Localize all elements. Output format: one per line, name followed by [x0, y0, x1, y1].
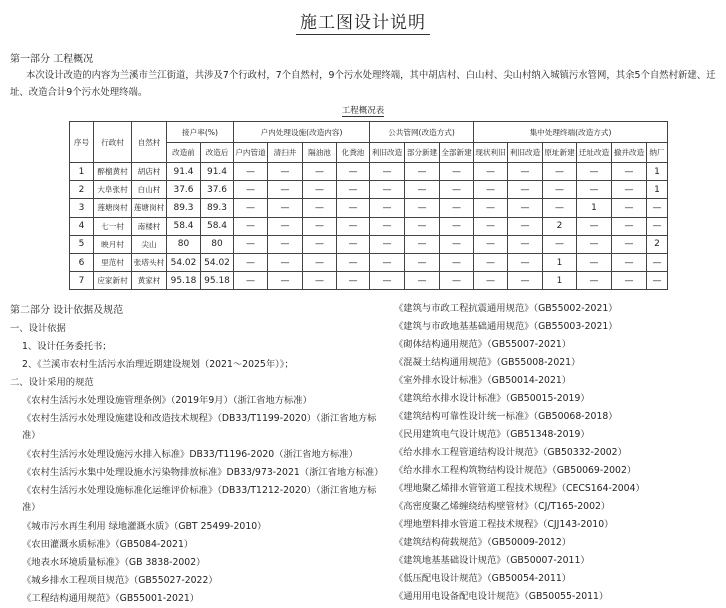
subheader-cell: 清扫井 [268, 143, 303, 163]
table-cell: — [577, 181, 612, 199]
table-cell: — [543, 199, 577, 217]
standard-item: 《高密度聚乙烯缠绕结构壁管材》（CJ/T165-2002） [394, 501, 611, 512]
table-cell: — [337, 199, 370, 217]
table-cell: — [577, 253, 612, 271]
table-cell: — [612, 235, 647, 253]
table-cell: 1 [543, 253, 577, 271]
standard-item: 《埋地塑料排水管道工程技术规程》（CJJ143-2010） [394, 519, 614, 530]
table-cell: — [234, 199, 268, 217]
table-cell: 58.4 [201, 217, 234, 235]
table-cell: 37.6 [167, 181, 201, 199]
table-cell: — [474, 199, 508, 217]
subheader-cell: 隔油池 [303, 143, 337, 163]
standard-item: 《砌体结构通用规范》（GB55007-2021） [394, 339, 572, 350]
table-cell: — [268, 163, 303, 181]
table-cell: — [543, 181, 577, 199]
subheader-cell: 利旧改造 [370, 143, 405, 163]
row-number-cell: 3 [70, 199, 94, 217]
subheader-cell: 户内管道 [234, 143, 268, 163]
subheader-cell: 撤并改造 [612, 143, 647, 163]
table-cell: — [337, 163, 370, 181]
table-row [70, 199, 668, 217]
list-item: 《工程结构通用规范》（GB55001-2021） [22, 593, 200, 604]
table-cell: — [577, 235, 612, 253]
subheader-cell: 利旧改造 [508, 143, 543, 163]
table-cell: — [234, 253, 268, 271]
standard-item: 《建筑给水排水设计标准》（GB50015-2019） [394, 393, 590, 404]
section-heading: 一、设计依据 [10, 323, 66, 334]
table-cell: — [474, 272, 508, 290]
list-item: 1、设计任务委托书； [22, 341, 112, 352]
table-cell: — [508, 235, 543, 253]
table-cell: — [612, 272, 647, 290]
table-cell: — [440, 163, 474, 181]
table-cell: 89.3 [201, 199, 234, 217]
list-item: 《农田灌溉水质标准》（GB5084-2021） [22, 539, 194, 550]
table-cell: — [474, 253, 508, 271]
table-cell: — [268, 235, 303, 253]
header-central-terminal: 集中处理终端(改造方式) [474, 122, 668, 143]
subheader-cell: 现状利旧 [474, 143, 508, 163]
table-cell: — [508, 163, 543, 181]
table-cell: — [405, 253, 440, 271]
standard-item: 《建筑与市政地基基础通用规范》（GB55003-2021） [394, 321, 618, 332]
table-cell: — [647, 272, 668, 290]
table-row [70, 163, 668, 181]
subheader-cell: 原址新建 [543, 143, 577, 163]
table-cell: — [405, 235, 440, 253]
table-cell: — [474, 217, 508, 235]
subheader-cell: 迁址改造 [577, 143, 612, 163]
table-cell: — [337, 181, 370, 199]
table-cell: — [612, 181, 647, 199]
natural-village-cell: 白山村 [132, 181, 167, 199]
admin-village-cell: 映月村 [94, 235, 132, 253]
table-cell: — [303, 181, 337, 199]
table-cell: 54.02 [167, 253, 201, 271]
table-cell: — [647, 199, 668, 217]
row-number-cell: 5 [70, 235, 94, 253]
table-cell: — [370, 163, 405, 181]
table-row [70, 181, 668, 199]
table-cell: — [405, 199, 440, 217]
subheader-cell: 全部新建 [440, 143, 474, 163]
table-cell: — [474, 235, 508, 253]
table-cell: — [647, 217, 668, 235]
table-cell: — [268, 253, 303, 271]
table-cell: — [370, 272, 405, 290]
table-cell: 1 [647, 181, 668, 199]
table-cell: — [234, 163, 268, 181]
table-body [70, 163, 668, 290]
table-cell: — [577, 217, 612, 235]
table-cell: — [370, 217, 405, 235]
header-indoor-facility: 户内处理设施(改造内容) [234, 122, 370, 143]
table-cell: — [370, 253, 405, 271]
table-cell: — [337, 253, 370, 271]
table-cell: 2 [543, 217, 577, 235]
list-item: 《地表水环境质量标准》（GB 3838-2002） [22, 557, 206, 568]
header-household-rate: 接户率(%) [167, 122, 234, 143]
table-cell: — [440, 253, 474, 271]
table-cell: 80 [167, 235, 201, 253]
natural-village-cell: 南楼村 [132, 217, 167, 235]
header-public-sewer: 公共管网(改造方式) [370, 122, 474, 143]
row-number-cell: 2 [70, 181, 94, 199]
standard-item: 《建筑地基基础设计规范》（GB50007-2011） [394, 555, 590, 566]
table-cell: — [405, 272, 440, 290]
row-number-cell: 6 [70, 253, 94, 271]
admin-village-cell: 大阜张村 [94, 181, 132, 199]
table-cell: — [612, 163, 647, 181]
row-number-cell: 4 [70, 217, 94, 235]
section-heading: 二、设计采用的规范 [10, 377, 94, 388]
table-cell: — [577, 272, 612, 290]
table-row [70, 217, 668, 235]
table-cell: — [440, 235, 474, 253]
standard-item: 《低压配电设计规范》（GB50054-2011） [394, 573, 572, 584]
table-cell: — [612, 217, 647, 235]
standard-item: 《给水排水工程管道结构设计规范》（GB50332-2002） [394, 447, 627, 458]
list-item: 《农村生活污水处理设施建设和改造技术规程》（DB33/T1199-2020）（浙江省地方标准） [22, 413, 377, 441]
standards-list [394, 300, 724, 606]
subheader-cell: 改造后 [201, 143, 234, 163]
standard-item: 《通用用电设备配电设计规范》（GB50055-2011） [394, 591, 609, 602]
table-cell: 37.6 [201, 181, 234, 199]
table-cell: 2 [647, 235, 668, 253]
table-cell: — [303, 199, 337, 217]
table-cell: — [405, 181, 440, 199]
subheader-cell: 纳厂 [647, 143, 668, 163]
table-cell: — [268, 199, 303, 217]
part2-heading: 第二部分 设计依据及规范 [10, 305, 124, 316]
table-cell: — [337, 235, 370, 253]
natural-village-cell: 莲塘岗村 [132, 199, 167, 217]
header-natural-village: 自然村 [132, 122, 167, 163]
standard-item: 《建筑结构可靠性设计统一标准》（GB50068-2018） [394, 411, 618, 422]
table-cell: — [612, 199, 647, 217]
table-cell: — [474, 181, 508, 199]
standard-item: 《给水排水工程构筑物结构设计规范》（GB50069-2002） [394, 465, 637, 476]
table-cell: 91.4 [167, 163, 201, 181]
table-cell: 1 [577, 199, 612, 217]
table-cell: — [337, 217, 370, 235]
admin-village-cell: 应家新村 [94, 272, 132, 290]
header-admin-village: 行政村 [94, 122, 132, 163]
table-cell: — [234, 235, 268, 253]
list-item: 《农村生活污水处理设施污水排入标准》DB33/T1196-2020（浙江省地方标准） [22, 449, 358, 460]
table-cell: — [440, 199, 474, 217]
design-basis-list [10, 320, 382, 608]
table-cell: — [612, 253, 647, 271]
row-number-cell: 7 [70, 272, 94, 290]
table-cell: — [370, 181, 405, 199]
header-no: 序号 [70, 122, 94, 163]
table-cell: — [337, 272, 370, 290]
page-title: 施工图设计说明 [0, 8, 726, 33]
list-item: 《城市污水再生利用 绿地灌溉水质》（GBT 25499-2010） [22, 521, 267, 532]
table-row [70, 235, 668, 253]
natural-village-cell: 尖山 [132, 235, 167, 253]
table-cell: 95.18 [167, 272, 201, 290]
table-cell: — [370, 235, 405, 253]
table-cell: — [508, 253, 543, 271]
table-cell: — [440, 217, 474, 235]
table-cell: — [405, 217, 440, 235]
admin-village-cell: 醉榴黄村 [94, 163, 132, 181]
table-cell: 1 [647, 163, 668, 181]
table-cell: — [508, 217, 543, 235]
table-cell: 58.4 [167, 217, 201, 235]
list-item: 《城乡排水工程项目规范》（GB55027-2022） [22, 575, 218, 586]
natural-village-cell: 胡店村 [132, 163, 167, 181]
standard-item: 《室外排水设计标准》（GB50014-2021） [394, 375, 572, 386]
table-cell: — [268, 217, 303, 235]
table-cell: — [543, 163, 577, 181]
table-cell: — [508, 272, 543, 290]
standard-item: 《建筑结构荷载规范》（GB50009-2012） [394, 537, 572, 548]
table-cell: — [440, 181, 474, 199]
table-cell: — [234, 217, 268, 235]
subheader-cell: 部分新建 [405, 143, 440, 163]
table-cell: 89.3 [167, 199, 201, 217]
natural-village-cell: 黄家村 [132, 272, 167, 290]
table-cell: — [474, 163, 508, 181]
admin-village-cell: 七一村 [94, 217, 132, 235]
table-cell: — [405, 163, 440, 181]
table-cell: — [543, 235, 577, 253]
admin-village-cell: 莲塘岗村 [94, 199, 132, 217]
table-cell: — [508, 181, 543, 199]
table-cell: 54.02 [201, 253, 234, 271]
row-number-cell: 1 [70, 163, 94, 181]
table-row [70, 253, 668, 271]
list-item: 《农村生活污水处理设施管理条例》（2019年9月）（浙江省地方标准） [22, 395, 312, 406]
table-cell: — [268, 181, 303, 199]
table-cell: 80 [201, 235, 234, 253]
standard-item: 《建筑与市政工程抗震通用规范》（GB55002-2021） [394, 303, 618, 314]
admin-village-cell: 里范村 [94, 253, 132, 271]
table-cell: — [303, 272, 337, 290]
standard-item: 《民用建筑电气设计规范》（GB51348-2019） [394, 429, 590, 440]
table-cell: — [440, 272, 474, 290]
table-cell: 95.18 [201, 272, 234, 290]
standard-item: 《混凝土结构通用规范》（GB55008-2021） [394, 357, 581, 368]
table-cell: — [303, 235, 337, 253]
table-cell: 1 [543, 272, 577, 290]
table-cell: — [234, 181, 268, 199]
part1-heading: 第一部分 工程概况 [10, 54, 94, 65]
list-item: 《农村生活污水处理设施标准化运维评价标准》（DB33/T1212-2020）（浙江省地方标准） [22, 485, 377, 513]
table-cell: — [303, 163, 337, 181]
table-cell: — [508, 199, 543, 217]
table-cell: — [234, 272, 268, 290]
table-cell: — [303, 217, 337, 235]
list-item: 2、《兰溪市农村生活污水治理近期建设规划（2021～2025年）》； [22, 359, 294, 370]
subheader-cell: 改造前 [167, 143, 201, 163]
list-item: 《农村生活污水集中处理设施水污染物排放标准》DB33/973-2021（浙江省地方标准） [22, 467, 384, 478]
table-cell: — [268, 272, 303, 290]
table-cell: 91.4 [201, 163, 234, 181]
table-cell: — [577, 163, 612, 181]
table-title: 工程概况表 [341, 106, 385, 116]
natural-village-cell: 张塔头村 [132, 253, 167, 271]
project-intro: 本次设计改造的内容为兰溪市兰江街道，共涉及7个行政村，7个自然村，9个污水处理终端，其中胡店村、白山村、尖山村纳入城镇污水管网，其余5个自然村新建、迁址、改造合计9个污水处理终端。 [10, 70, 716, 98]
standard-item: 《埋地聚乙烯排水管管道工程技术规程》（CECS164-2004） [394, 483, 645, 494]
table-row [70, 272, 668, 290]
table-cell: — [303, 253, 337, 271]
subheader-cell: 化粪池 [337, 143, 370, 163]
table-cell: — [647, 253, 668, 271]
table-cell: — [370, 199, 405, 217]
project-overview-table [69, 121, 668, 290]
